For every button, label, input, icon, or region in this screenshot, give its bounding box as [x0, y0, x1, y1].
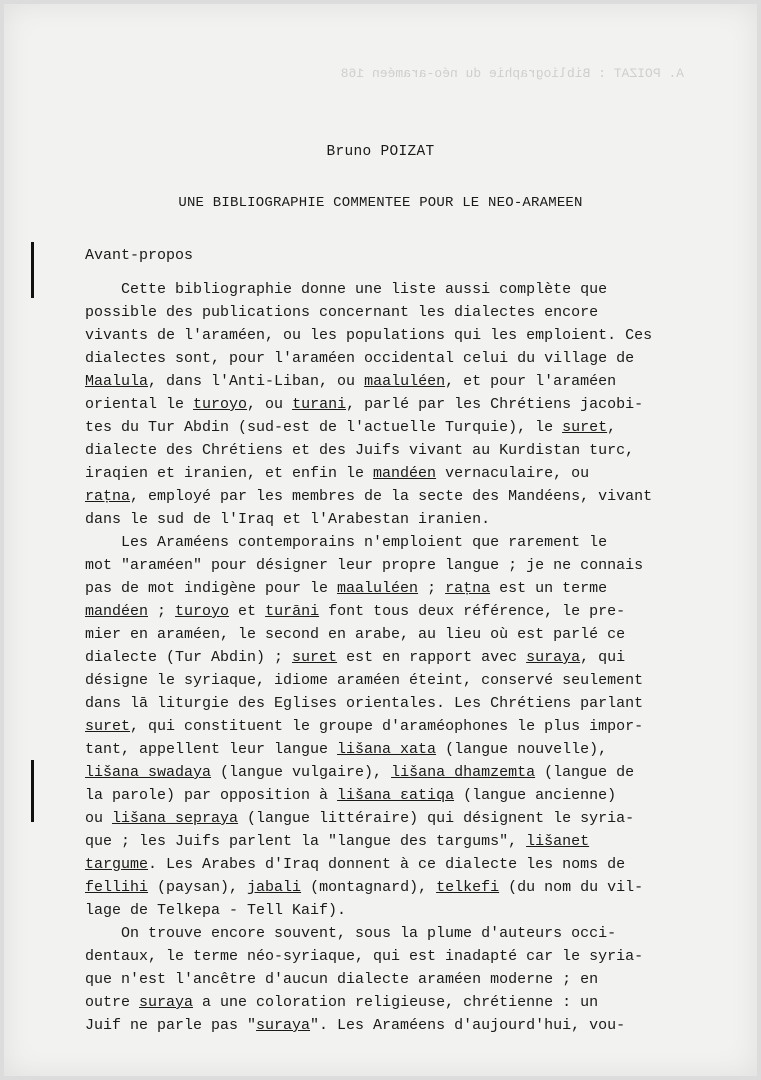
- underlined-term: telkefi: [436, 879, 500, 896]
- underlined-term: turoyo: [175, 603, 230, 620]
- underlined-term: mandéen: [85, 603, 149, 620]
- text-line: targume. Les Arabes d'Iraq donnent à ce dialecte les noms de: [85, 856, 626, 873]
- text-line: Cette bibliographie donne une liste aussi complète que: [85, 281, 608, 298]
- margin-mark-bottom: [31, 760, 34, 822]
- text-line: vivants de l'araméen, ou les populations qui les emploient. Ces: [85, 327, 653, 344]
- underlined-term: suraya: [526, 649, 581, 666]
- text-line: mot "araméen" pour désigner leur propre langue ; je ne connais: [85, 557, 644, 574]
- underlined-term: jabali: [247, 879, 302, 896]
- document-page: [4, 4, 757, 1076]
- text-line: que n'est l'ancêtre d'aucun dialecte araméen moderne ; en: [85, 971, 599, 988]
- underlined-term: suraya: [139, 994, 194, 1011]
- underlined-term: lišana dhamzemta: [391, 764, 536, 781]
- text-line: dentaux, le terme néo-syriaque, qui est inadapté car le syria-: [85, 948, 644, 965]
- underlined-term: targume: [85, 856, 149, 873]
- text-line: Juif ne parle pas "suraya". Les Araméens d'aujourd'hui, vou-: [85, 1017, 626, 1034]
- underlined-term: lišana swadaya: [85, 764, 212, 781]
- underlined-term: turāni: [265, 603, 320, 620]
- underlined-term: maaluléen: [337, 580, 419, 597]
- text-line: suret, qui constituent le groupe d'araméophones le plus impor-: [85, 718, 644, 735]
- underlined-term: raṭna: [445, 580, 491, 597]
- text-line: dialecte des Chrétiens et des Juifs vivant au Kurdistan turc,: [85, 442, 635, 459]
- text-line: la parole) par opposition à lišana ɛatiqa (langue ancienne): [85, 787, 617, 804]
- text-line: tant, appellent leur langue lišana xata (langue nouvelle),: [85, 741, 608, 758]
- text-line: possible des publications concernant les dialectes encore: [85, 304, 599, 321]
- underlined-term: turoyo: [193, 396, 248, 413]
- underlined-term: suraya: [256, 1017, 311, 1034]
- underlined-term: suret: [85, 718, 131, 735]
- text-line: ou lišana sepraya (langue littéraire) qui désignent le syria-: [85, 810, 635, 827]
- text-line: raṭna, employé par les membres de la secte des Mandéens, vivant: [85, 488, 653, 505]
- text-line: que ; les Juifs parlent la "langue des targums", lišanet: [85, 833, 590, 850]
- underlined-term: mandéen: [373, 465, 437, 482]
- text-line: outre suraya a une coloration religieuse, chrétienne : un: [85, 994, 599, 1011]
- text-line: lišana swadaya (langue vulgaire), lišana dhamzemta (langue de: [85, 764, 635, 781]
- text-line: fellihi (paysan), jabali (montagnard), telkefi (du nom du vil-: [85, 879, 644, 896]
- underlined-term: raṭna: [85, 488, 131, 505]
- author-name: Bruno POIZAT: [326, 144, 435, 160]
- underlined-term: fellihi: [85, 879, 149, 896]
- text-line: Maalula, dans l'Anti-Liban, ou maaluléen, et pour l'araméen: [85, 373, 617, 390]
- underlined-term: lišanet: [526, 833, 590, 850]
- underlined-term: suret: [562, 419, 608, 436]
- text-line: dans le sud de l'Iraq et l'Arabestan iranien.: [85, 511, 491, 528]
- body-text: [85, 278, 675, 1037]
- underlined-term: lišana xata: [337, 741, 437, 758]
- margin-mark-top: [31, 242, 34, 298]
- text-line: dialecte (Tur Abdin) ; suret est en rapport avec suraya, qui: [85, 649, 626, 666]
- underlined-term: lišana sepraya: [112, 810, 239, 827]
- bleed-through-header: A. POIZAT : Bibliographie du néo-araméen 168: [340, 66, 684, 81]
- text-line: désigne le syriaque, idiome araméen éteint, conservé seulement: [85, 672, 644, 689]
- text-line: dialectes sont, pour l'araméen occidental celui du village de: [85, 350, 635, 367]
- text-line: pas de mot indigène pour le maaluléen ; raṭna est un terme: [85, 580, 608, 597]
- text-line: Les Araméens contemporains n'emploient que rarement le: [85, 534, 608, 551]
- text-line: iraqien et iranien, et enfin le mandéen vernaculaire, ou: [85, 465, 590, 482]
- text-line: oriental le turoyo, ou turani, parlé par les Chrétiens jacobi-: [85, 396, 644, 413]
- underlined-term: turani: [292, 396, 347, 413]
- text-line: On trouve encore souvent, sous la plume d'auteurs occi-: [85, 925, 617, 942]
- document-title: UNE BIBLIOGRAPHIE COMMENTEE POUR LE NEO-ARAMEEN: [178, 195, 583, 211]
- underlined-term: maaluléen: [364, 373, 446, 390]
- underlined-term: lišana ɛatiqa: [337, 787, 455, 804]
- text-line: mandéen ; turoyo et turāni font tous deux référence, le pre-: [85, 603, 626, 620]
- text-line: dans lā liturgie des Eglises orientales. Les Chrétiens parlant: [85, 695, 644, 712]
- section-heading: Avant-propos: [85, 247, 194, 264]
- text-line: tes du Tur Abdin (sud-est de l'actuelle Turquie), le suret,: [85, 419, 617, 436]
- underlined-term: suret: [292, 649, 338, 666]
- text-line: lage de Telkepa - Tell Kaif).: [85, 902, 347, 919]
- underlined-term: Maalula: [85, 373, 149, 390]
- text-line: mier en araméen, le second en arabe, au lieu où est parlé ce: [85, 626, 626, 643]
